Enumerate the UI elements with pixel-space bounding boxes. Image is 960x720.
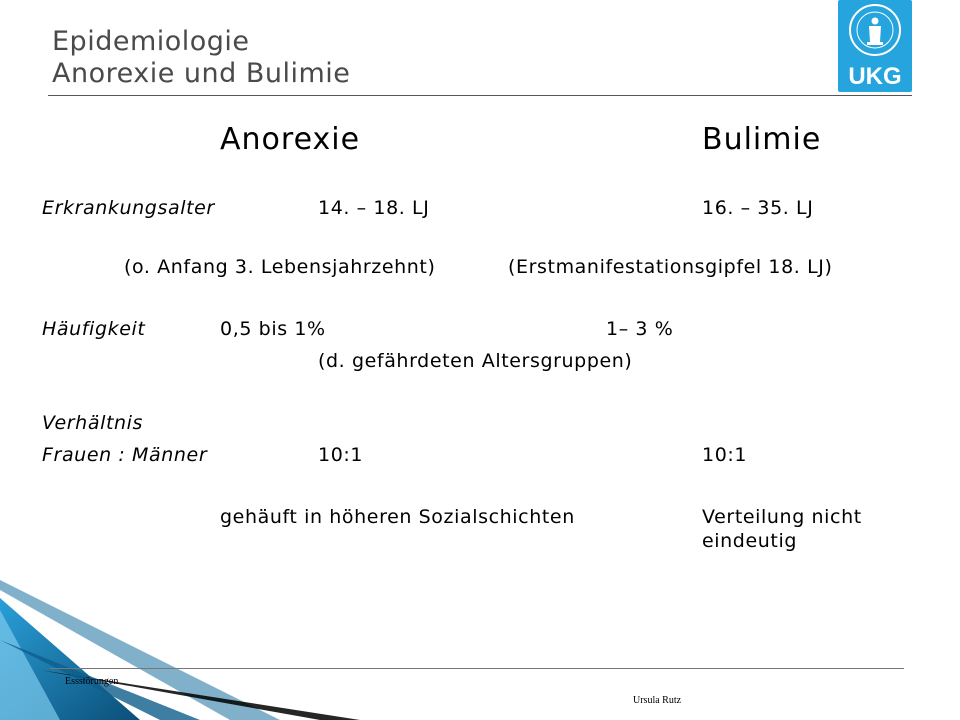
bulimie-verhaeltnis: 10:1 [702,444,748,466]
footer-left: Essstörungen [65,676,119,687]
anorexie-sozialschicht: gehäuft in höheren Sozialschichten [220,506,575,528]
bulimie-haeufigkeit: 1– 3 % [606,318,674,340]
column-header-bulimie: Bulimie [702,122,822,157]
haeufigkeit-note: (d. gefährdeten Altersgruppen) [318,350,633,372]
title-line-1: Epidemiologie [52,26,250,57]
logo-text: UKG [848,63,902,90]
footer-divider [50,668,904,669]
footer-author: Ursula Rutz [633,695,682,706]
bulimie-sozialschicht-line2: eindeutig [702,530,797,552]
bulimie-sozialschicht-line1: Verteilung nicht [702,506,862,528]
bulimie-erkrankungsalter: 16. – 35. LJ [702,197,814,219]
anorexie-verhaeltnis: 10:1 [318,444,364,466]
row-label-frauen-maenner: Frauen : Männer [42,444,208,466]
row-label-haeufigkeit: Häufigkeit [42,318,146,340]
ukg-logo [838,0,912,92]
column-header-anorexie: Anorexie [220,122,361,157]
slide-title [52,26,350,90]
decorative-swoosh [0,580,400,720]
title-divider [48,95,912,96]
row-label-erkrankungsalter: Erkrankungsalter [42,197,215,219]
bulimie-erkrankungsalter-note: (Erstmanifestationsgipfel 18. LJ) [508,256,833,278]
anorexie-erkrankungsalter-note: (o. Anfang 3. Lebensjahrzehnt) [124,256,436,278]
title-line-2: Anorexie und Bulimie [52,58,351,89]
row-label-verhaeltnis: Verhältnis [42,412,144,434]
anorexie-haeufigkeit: 0,5 bis 1% [220,318,326,340]
anorexie-erkrankungsalter: 14. – 18. LJ [318,197,430,219]
